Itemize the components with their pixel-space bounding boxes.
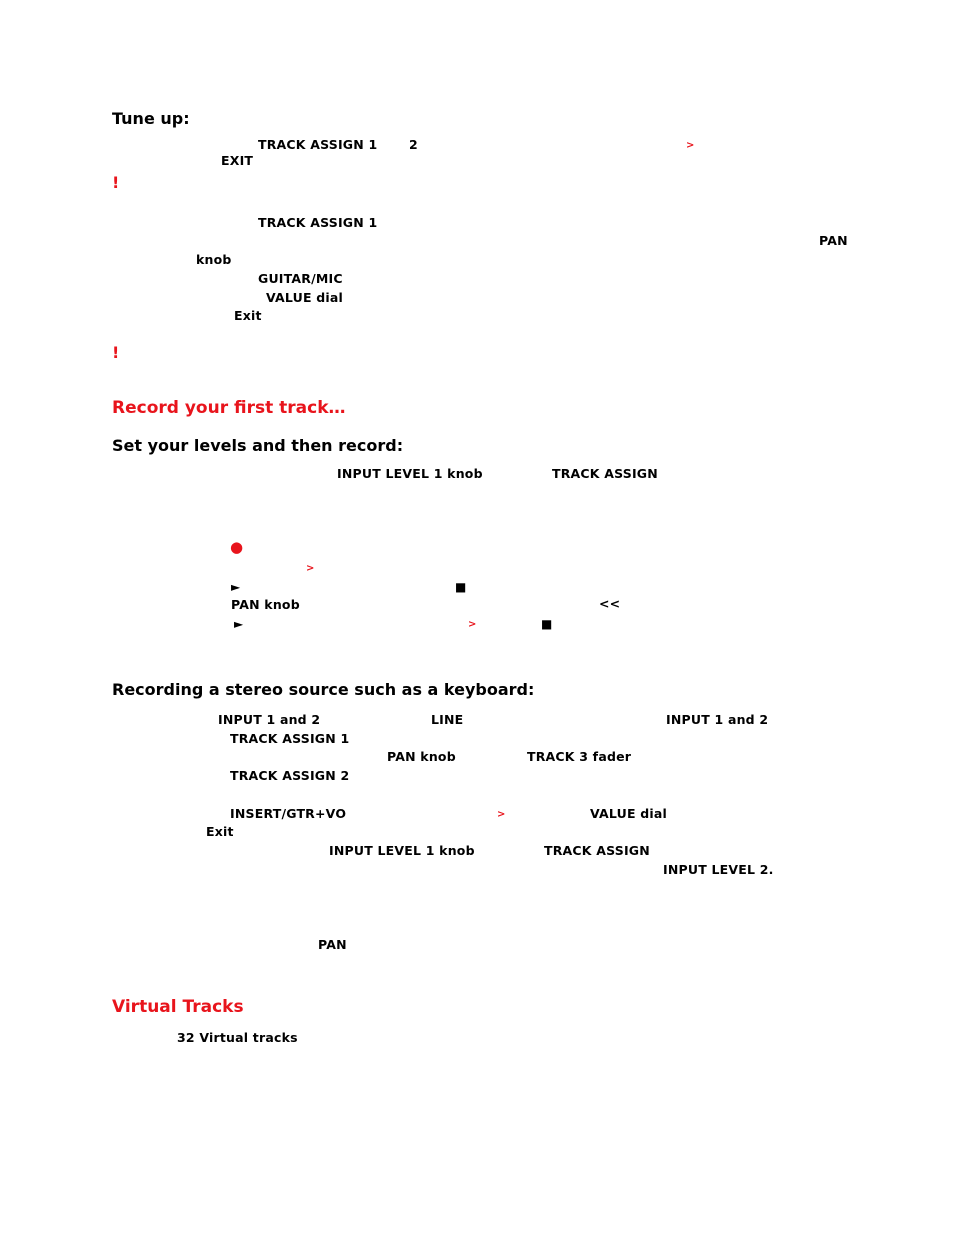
pan-label: PAN bbox=[318, 937, 347, 952]
tune-up-heading: Tune up: bbox=[112, 109, 190, 128]
play-icon: ► bbox=[234, 617, 244, 631]
value-dial-label: VALUE dial bbox=[266, 290, 344, 305]
input-1-and-2-label: INPUT 1 and 2 bbox=[218, 712, 321, 727]
record-section-heading: Record your first track… bbox=[112, 398, 346, 418]
exit-label: Exit bbox=[206, 824, 234, 839]
input-level-1-knob-label: INPUT LEVEL 1 knob bbox=[329, 843, 475, 858]
virtual-tracks-count: 32 Virtual tracks bbox=[177, 1030, 298, 1045]
knob-label: knob bbox=[196, 252, 232, 267]
exit-label: EXIT bbox=[221, 153, 254, 168]
rewind-icon: << bbox=[599, 596, 621, 611]
exit-label: Exit bbox=[234, 308, 262, 323]
arrow-icon: > bbox=[686, 140, 695, 151]
track-assign-1-label: TRACK ASSIGN 1 bbox=[258, 137, 378, 152]
track-number-label: 2 bbox=[409, 137, 418, 152]
arrow-icon: > bbox=[306, 563, 315, 574]
track-assign-label: TRACK ASSIGN bbox=[552, 466, 658, 481]
track-assign-2-label: TRACK ASSIGN 2 bbox=[230, 768, 350, 783]
track-assign-1-label: TRACK ASSIGN 1 bbox=[258, 215, 378, 230]
arrow-icon: > bbox=[497, 809, 506, 820]
stereo-source-heading: Recording a stereo source such as a keyboard: bbox=[112, 680, 535, 699]
track-assign-label: TRACK ASSIGN bbox=[544, 843, 650, 858]
track-3-fader-label: TRACK 3 fader bbox=[527, 749, 632, 764]
record-dot-icon: ● bbox=[230, 538, 244, 556]
pan-knob-label: PAN knob bbox=[387, 749, 456, 764]
set-levels-heading: Set your levels and then record: bbox=[112, 436, 404, 455]
warning-icon: ! bbox=[112, 343, 120, 362]
pan-label: PAN bbox=[819, 233, 848, 248]
virtual-tracks-heading: Virtual Tracks bbox=[112, 997, 244, 1017]
track-assign-1-label: TRACK ASSIGN 1 bbox=[230, 731, 350, 746]
line-label: LINE bbox=[431, 712, 464, 727]
warning-icon: ! bbox=[112, 173, 120, 192]
input-level-2-label: INPUT LEVEL 2. bbox=[663, 862, 774, 877]
stop-icon: ■ bbox=[455, 580, 467, 594]
insert-gtr-vo-label: INSERT/GTR+VO bbox=[230, 806, 347, 821]
value-dial-label: VALUE dial bbox=[590, 806, 668, 821]
pan-knob-label: PAN knob bbox=[231, 597, 300, 612]
stop-icon: ■ bbox=[541, 617, 553, 631]
play-icon: ► bbox=[231, 580, 241, 594]
input-level-1-knob-label: INPUT LEVEL 1 knob bbox=[337, 466, 483, 481]
input-1-and-2-label: INPUT 1 and 2 bbox=[666, 712, 769, 727]
arrow-icon: > bbox=[468, 619, 477, 630]
guitar-mic-label: GUITAR/MIC bbox=[258, 271, 343, 286]
